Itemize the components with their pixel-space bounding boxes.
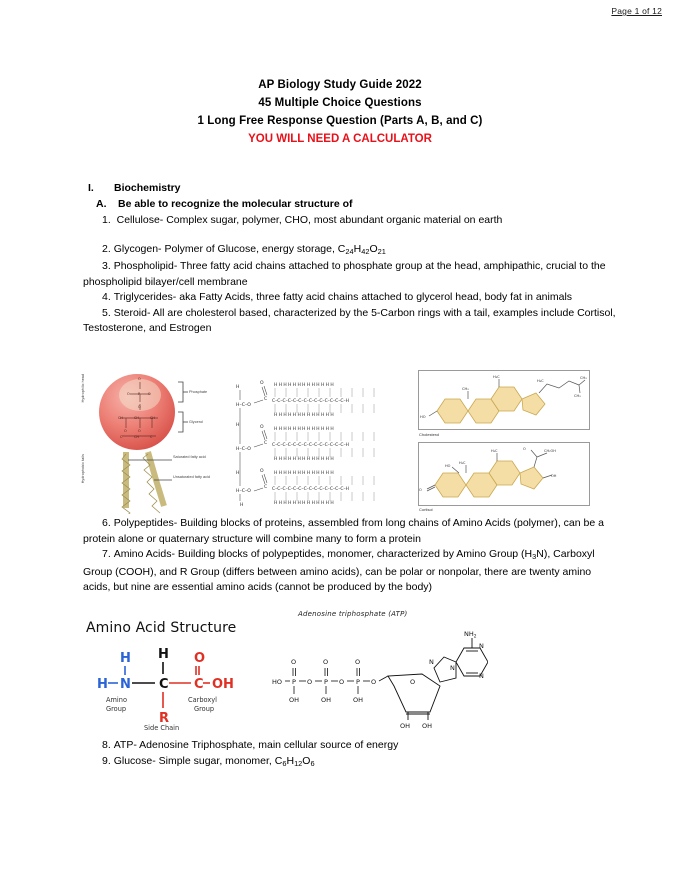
svg-text:O: O [523, 447, 526, 451]
svg-text:O: O [371, 678, 377, 686]
svg-text:C: C [264, 441, 268, 446]
label-unsaturated-fatty-acid: Unsaturated fatty acid [173, 475, 210, 479]
title-line-3: 1 Long Free Response Question (Parts A, B, and C) [197, 115, 483, 127]
outline-item-5 [83, 306, 620, 337]
item-number: 1. [102, 214, 111, 226]
atp-structure [272, 624, 488, 736]
svg-text:O: O [260, 425, 264, 430]
svg-text:H H H H H H H H H H: H H H H H H H H H H H H H [274, 383, 334, 388]
svg-text:O: O [124, 429, 127, 433]
label-glycerol: Glycerol [189, 420, 203, 424]
svg-text:P: P [292, 678, 296, 686]
svg-text:OH: OH [353, 696, 364, 704]
svg-text:HO: HO [445, 464, 451, 468]
svg-text:O: O [410, 678, 416, 686]
svg-text:O: O [127, 392, 130, 396]
amino-acid-structure [84, 640, 262, 732]
svg-text:P: P [138, 392, 141, 396]
svg-text:P: P [324, 678, 328, 686]
phospholipid-diagram [82, 368, 232, 514]
outline-item-9 [83, 754, 620, 772]
svg-text:H H H H H H H H H H: H H H H H H H H H H H H H [274, 427, 334, 432]
outline-item-7 [83, 547, 620, 596]
label-hydrophilic-head: Hydrophilic head [81, 374, 85, 403]
svg-text:O: O [260, 469, 264, 474]
svg-text:N: N [429, 658, 434, 666]
formula-subscript: 24 [345, 246, 354, 256]
formula-subscript: 21 [377, 246, 386, 256]
document-title-block [0, 76, 680, 149]
item-number: 6. [102, 517, 111, 529]
svg-text:O: O [138, 377, 141, 381]
figure-triglyceride [234, 370, 414, 512]
item-text: Steroid- All are cholesterol based, characterized by the 5-Carbon rings with a tail, examples include Cortisol, Testosterone, and Estrogen [83, 306, 616, 335]
svg-text:H H H H H H H H H H: H H H H H H H H H H H H H [274, 501, 334, 506]
label-hydrophobic-tails: Hydrophobic tails [81, 454, 85, 484]
svg-text:C–C–C–C–C–C–C–C–C–C–C–C–C–C–H: C–C–C–C–C–C–C–C–C–C–C–C–C–C–H [272, 399, 349, 404]
svg-text:OH: OH [422, 722, 433, 730]
svg-text:P: P [356, 678, 360, 686]
outline-item-1 [83, 213, 620, 229]
svg-text:H₃C: H₃C [491, 449, 498, 453]
svg-text:H: H [236, 471, 240, 476]
svg-text:H H H H H H H H H H: H H H H H H H H H H H H H [274, 413, 334, 418]
formula-element: O [302, 754, 311, 767]
section-numeral: I. [88, 182, 94, 194]
atom-h-alpha: H [158, 647, 169, 662]
caption-cholesterol: Cholesterol [419, 432, 440, 437]
calculator-warning: YOU WILL NEED A CALCULATOR [248, 133, 432, 145]
figure-amino-acid [84, 620, 262, 732]
svg-text:H–C–O: H–C–O [236, 403, 251, 408]
svg-text:O: O [138, 429, 141, 433]
svg-text:HO: HO [420, 415, 426, 419]
svg-text:C–C–C–C–C–C–C–C–C–C–C–C–C–C–H: C–C–C–C–C–C–C–C–C–C–C–C–C–C–H [272, 487, 349, 492]
item-text: Polypeptides- Building blocks of proteins, assembled from long chains of Amino Acids (polymer), can be a protein alone or quaternary structure will combine many to form a protein [83, 517, 604, 545]
svg-text:H–C–O: H–C–O [236, 489, 251, 494]
svg-text:C–C–C–C–C–C–C–C–C–C–C–C–C–C–H: C–C–C–C–C–C–C–C–C–C–C–C–C–C–H [272, 443, 349, 448]
item-text-cont: N), Carboxyl Group (COOH), and R Group (differs between amino acids), can be polar or nonpolar, there are twenty amino acids, but nine are essential amino acids (cannot be produced by the body) [83, 548, 595, 594]
svg-text:OH: OH [289, 696, 300, 704]
label-phosphate: Phosphate [189, 390, 208, 394]
figure-row-aminoacid-atp [84, 608, 504, 736]
label-saturated-fatty-acid: Saturated fatty acid [173, 455, 206, 459]
svg-text:O: O [419, 488, 422, 492]
svg-text:H: H [240, 503, 244, 508]
svg-text:H: H [236, 385, 240, 390]
cholesterol-structure [419, 371, 589, 429]
atom-n: N [120, 677, 131, 692]
svg-text:C: C [264, 485, 268, 490]
cortisol-structure [419, 443, 589, 505]
outline-item-2 [83, 242, 620, 260]
svg-text:O: O [291, 658, 297, 666]
steroid-box-cortisol [418, 442, 590, 506]
figure-steroids [418, 368, 590, 514]
triglyceride-diagram [234, 370, 414, 512]
atom-h-amino-left: H [97, 677, 108, 692]
svg-text:C: C [120, 435, 123, 439]
svg-text:CH₃: CH₃ [580, 376, 587, 380]
page-indicator: Page 1 of 12 [611, 6, 662, 16]
svg-text:H₃C: H₃C [537, 379, 544, 383]
section-heading [88, 180, 680, 196]
item-text: Glucose- Simple sugar, monomer, C [113, 754, 283, 767]
svg-text:OH: OH [400, 722, 411, 730]
svg-text:O: O [339, 678, 345, 686]
section-title: Biochemistry [114, 182, 181, 194]
label-side-chain: Side Chain [144, 724, 180, 732]
figure-atp [272, 608, 488, 736]
svg-text:HO: HO [272, 678, 283, 686]
label-amino-group-l1: Amino [106, 696, 127, 704]
formula-subscript: 3 [532, 552, 537, 562]
svg-text:O: O [307, 678, 313, 686]
svg-text:H–C–O: H–C–O [236, 447, 251, 452]
svg-text:C: C [264, 397, 268, 402]
item-number: 5. [102, 306, 111, 319]
svg-text:N: N [479, 642, 484, 650]
atp-title: Adenosine triphosphate (ATP) [298, 610, 408, 618]
outline-continued-energy [0, 738, 680, 771]
svg-text:NH2: $NH_2$ [464, 630, 477, 640]
item-number: 8. [102, 739, 111, 751]
svg-text:H H H H H H H H H H: H H H H H H H H H H H H H [274, 471, 334, 476]
svg-text:H H H H H H H H H H: H H H H H H H H H H H H H [274, 457, 334, 462]
item-number: 4. [102, 291, 111, 304]
item-number: 2. [102, 242, 111, 255]
formula-element: H [286, 754, 295, 767]
svg-text:H₃C: H₃C [493, 375, 500, 379]
atom-o: O [194, 651, 206, 666]
caption-cortisol: Cortisol [419, 507, 433, 512]
svg-text:CH: CH [150, 416, 155, 420]
formula-subscript: 6 [310, 758, 315, 768]
outline-item-4 [83, 290, 620, 306]
svg-text:OH: OH [321, 696, 332, 704]
atom-h-amino: H [120, 651, 131, 666]
svg-text:O: O [148, 392, 151, 396]
subsection-letter: A. [96, 198, 107, 210]
figure-phospholipid [82, 368, 232, 514]
outline-item-3 [83, 259, 620, 290]
svg-text:CH₃: CH₃ [574, 394, 581, 398]
label-amino-group-l2: Group [106, 705, 127, 713]
item-number: 7. [102, 548, 111, 560]
svg-text:O: O [260, 381, 264, 386]
item-text: Phospholipid- Three fatty acid chains attached to phosphate group at the head, amphipathic, crucial to the phospholipid bilayer/cell membrane [83, 260, 606, 288]
svg-text:C: C [150, 435, 153, 439]
atom-c-carboxyl: C [194, 677, 204, 692]
svg-text:H₃C: H₃C [459, 461, 466, 465]
svg-text:OH: OH [551, 474, 557, 478]
outline-item-6 [83, 516, 620, 547]
label-carboxyl-group-l1: Carboxyl [188, 696, 218, 704]
svg-text:N: N [479, 672, 484, 680]
svg-text:CH: CH [134, 416, 139, 420]
item-text: Triglycerides- aka Fatty Acids, three fatty acid chains attached to glycerol head, body fat in animals [113, 291, 573, 304]
subsection-title: Be able to recognize the molecular structure of [118, 198, 353, 210]
group-oh: OH [212, 677, 234, 692]
formula-subscript: 42 [361, 246, 370, 256]
svg-text:H: H [236, 423, 240, 428]
item-text: ATP- Adenosine Triphosphate, main cellular source of energy [113, 739, 399, 751]
item-number: 9. [102, 754, 111, 767]
svg-text:CH₃: CH₃ [462, 387, 469, 391]
svg-text:N: N [450, 664, 455, 672]
outline-item-8 [83, 738, 620, 754]
item-text: Cellulose- Complex sugar, polymer, CHO, most abundant organic material on earth [116, 214, 503, 226]
item-text: Glycogen- Polymer of Glucose, energy storage, C [113, 242, 346, 255]
formula-element: O [369, 242, 378, 255]
formula-subscript: 6 [282, 758, 287, 768]
svg-text:CH₂OH: CH₂OH [544, 449, 556, 453]
svg-text:O: O [355, 658, 361, 666]
svg-text:CH: CH [134, 435, 139, 439]
steroid-box-cholesterol [418, 370, 590, 430]
item-number: 3. [102, 260, 111, 273]
formula-subscript: 12 [294, 758, 303, 768]
atom-c-alpha: C [159, 677, 169, 692]
outline-section-biochemistry [0, 180, 680, 337]
atom-r: R [159, 711, 170, 726]
svg-text:O: O [323, 658, 329, 666]
svg-text:CH: CH [118, 416, 123, 420]
figure-row-lipids [82, 368, 590, 514]
title-line-1: AP Biology Study Guide 2022 [258, 79, 422, 91]
svg-text:O: O [138, 405, 141, 409]
item-text: Amino Acids- Building blocks of polypeptides, monomer, characterized by Amino Group (H [113, 548, 533, 560]
subsection-heading [96, 196, 680, 212]
label-carboxyl-group-l2: Group [194, 705, 215, 713]
title-line-2: 45 Multiple Choice Questions [258, 97, 422, 109]
outline-continued-proteins [0, 516, 680, 596]
formula-element: H [353, 242, 362, 255]
amino-acid-title: Amino Acid Structure [86, 620, 237, 636]
